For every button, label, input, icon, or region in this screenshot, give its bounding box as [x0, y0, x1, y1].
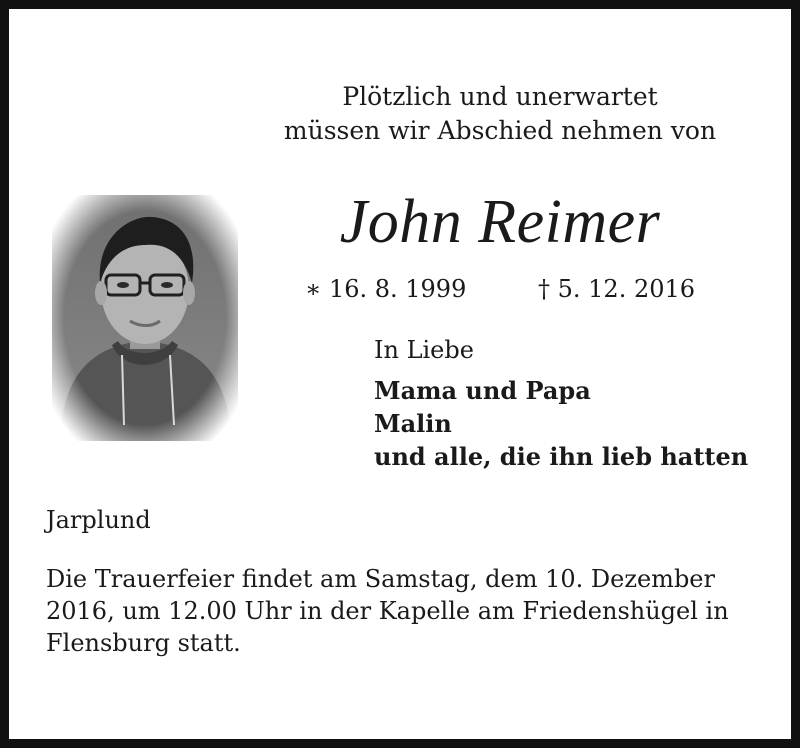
mourner-line: Mama und Papa [374, 376, 591, 405]
death-date: † 5. 12. 2016 [538, 275, 696, 303]
portrait-photo [52, 195, 238, 441]
ceremony-text: Die Trauerfeier findet am Samstag, dem 10. Dezember 2016, um 12.00 Uhr in der Kapelle am Friedenshügel in Flensburg statt. [46, 565, 729, 657]
intro-line-1: Plötzlich und unerwartet [342, 82, 658, 111]
birth-date: ∗ 16. 8. 1999 [305, 275, 467, 303]
place-name: Jarplund [46, 506, 151, 534]
deceased-name: John Reimer [339, 188, 661, 256]
intro-text [200, 80, 800, 148]
intro-line-2: müssen wir Abschied nehmen von [283, 116, 717, 145]
in-liebe-label: In Liebe [374, 336, 474, 364]
mourner-line: und alle, die ihn lieb hatten [374, 442, 749, 471]
mourners-list [374, 374, 748, 473]
mourner-line: Malin [374, 409, 452, 438]
